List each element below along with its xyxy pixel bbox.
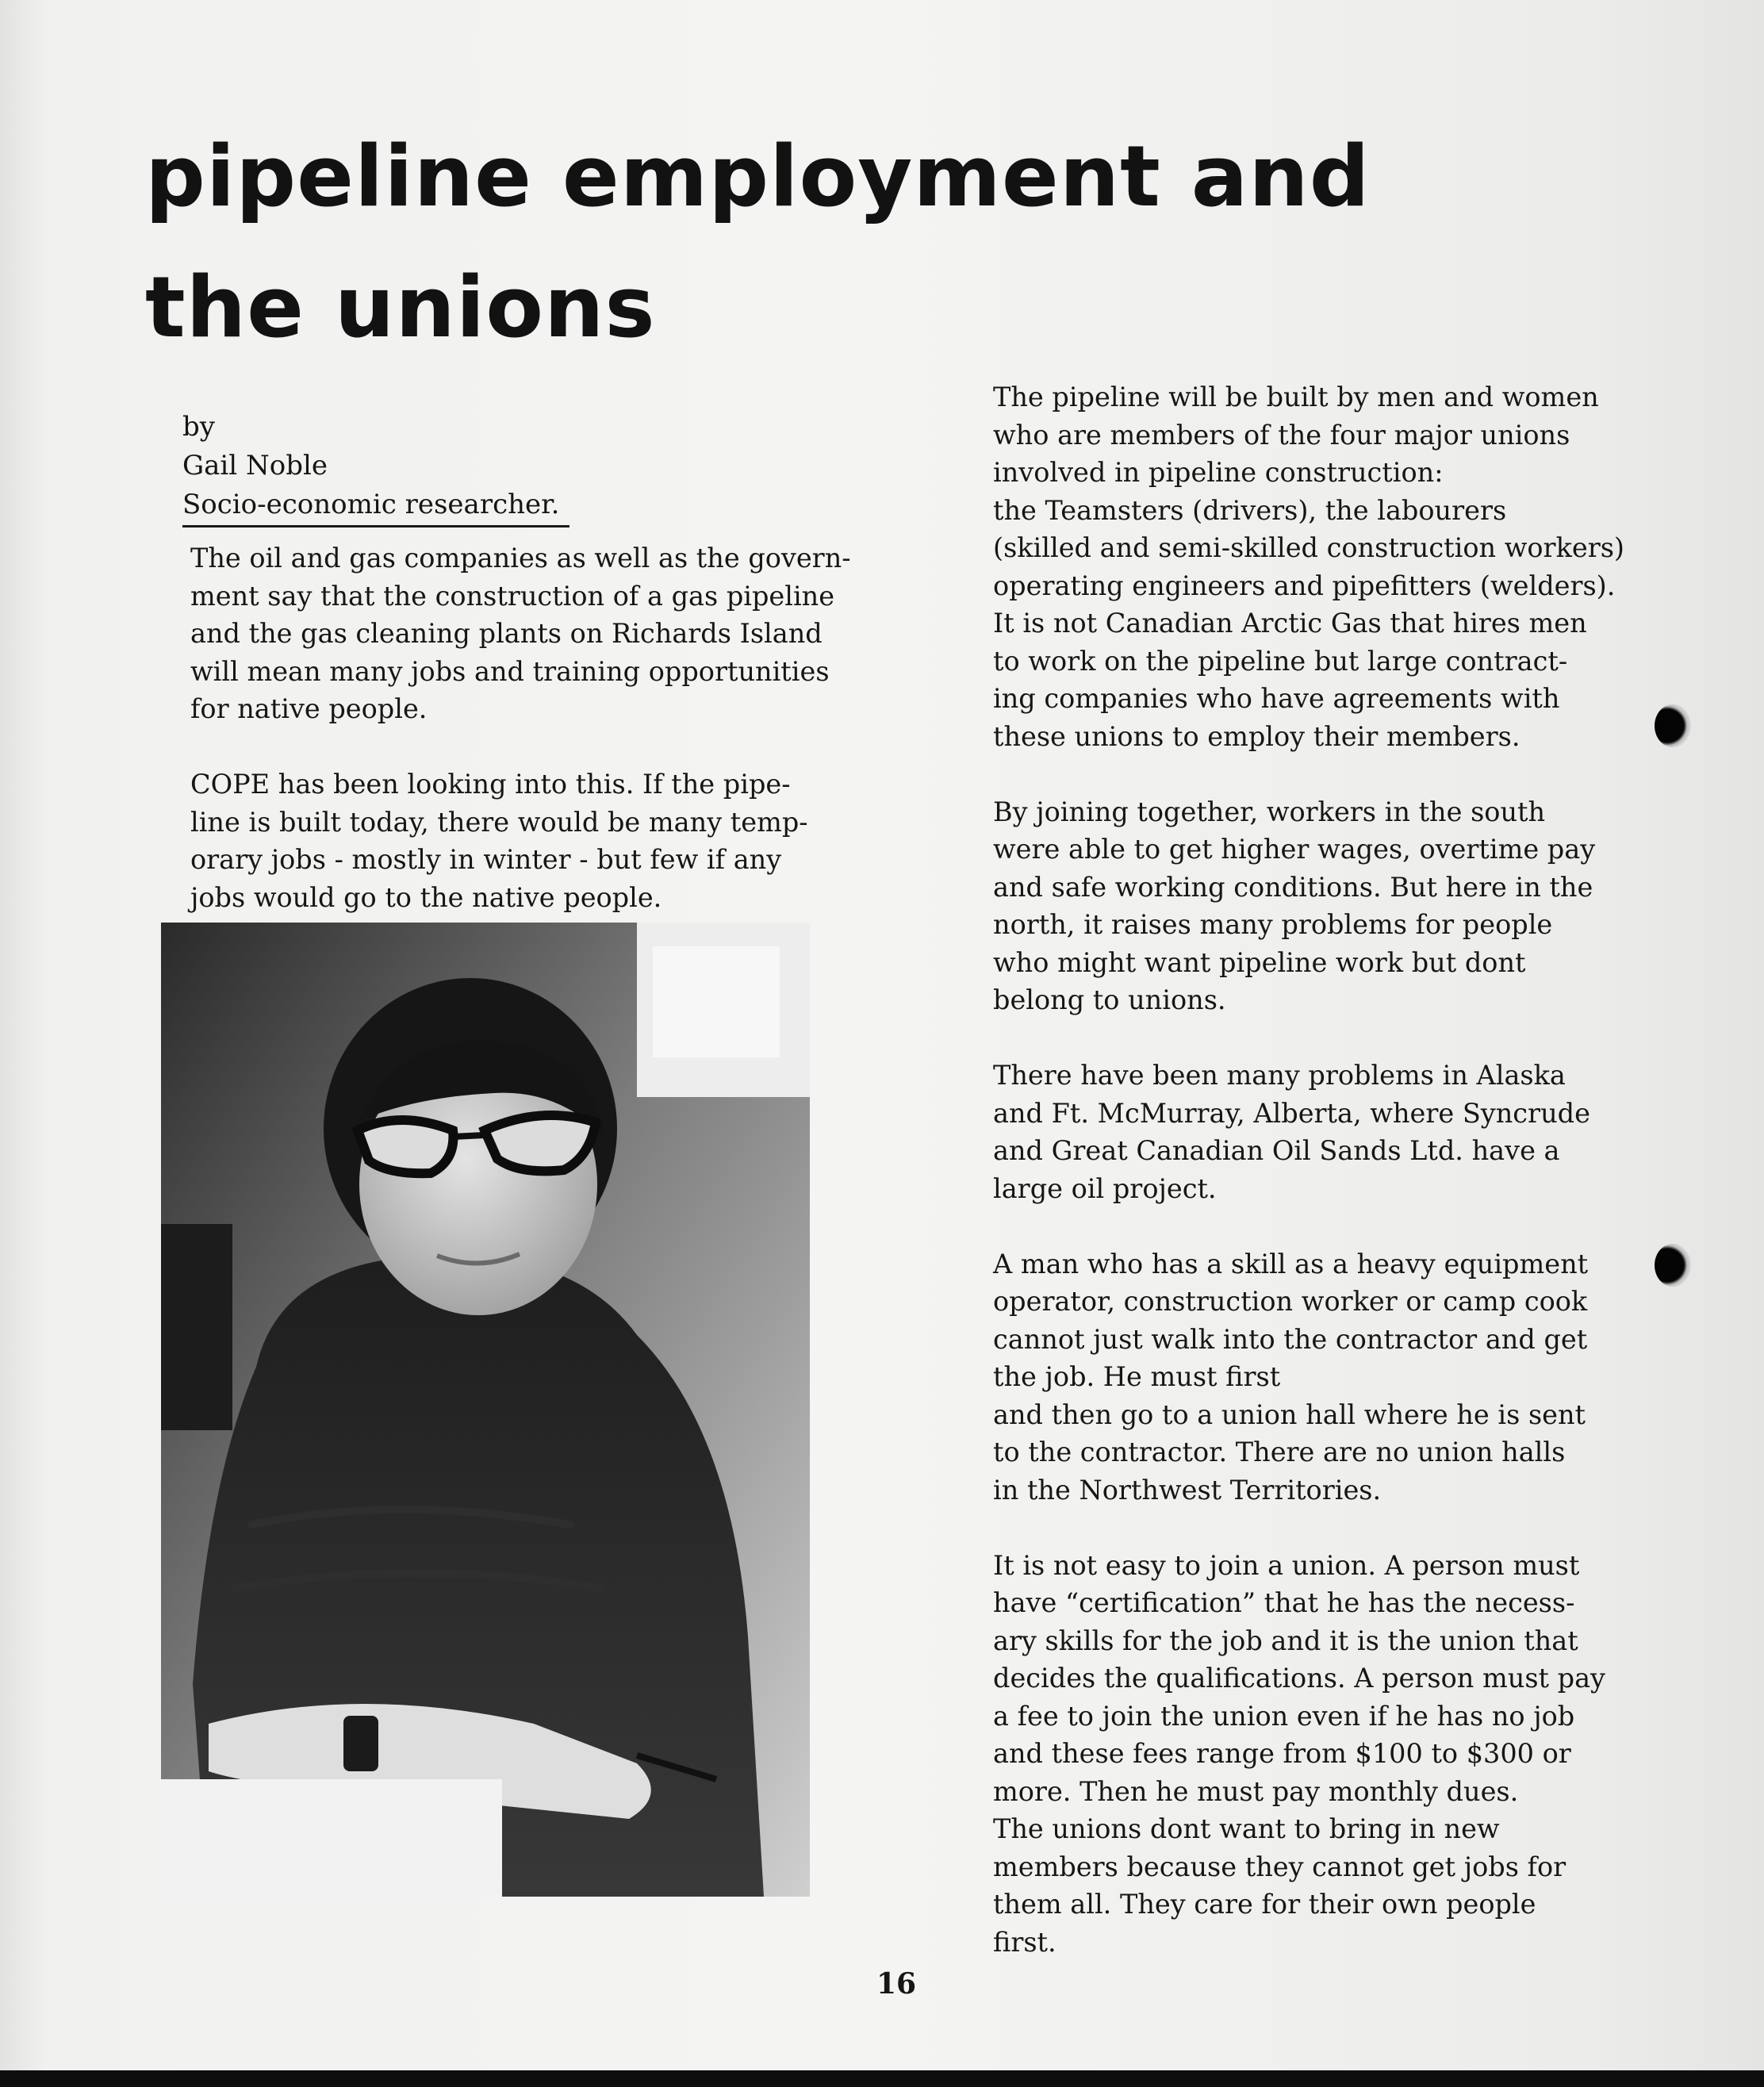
text-line: A man who has a skill as a heavy equipment — [993, 1248, 1589, 1279]
byline-author: Gail Noble — [182, 450, 328, 481]
table-paper — [161, 1779, 502, 1897]
glasses-bridge — [453, 1135, 485, 1137]
text-line: ment say that the construction of a gas pipeline — [190, 580, 835, 612]
title-line-1: pipeline employment and — [145, 128, 1371, 225]
text-line: them all. They care for their own people — [993, 1889, 1536, 1920]
byline-by: by — [182, 411, 215, 443]
text-line: jobs would go to the native people. — [190, 881, 662, 913]
text-line: these unions to employ their members. — [993, 720, 1520, 752]
text-line: who are members of the four major unions — [993, 419, 1570, 451]
text-line: belong to unions. — [993, 984, 1226, 1015]
text-line: ary skills for the job and it is the union that — [993, 1625, 1578, 1656]
text-line: in the Northwest Territories. — [993, 1474, 1382, 1506]
text-line: to work on the pipeline but large contract- — [993, 645, 1568, 677]
text-line: north, it raises many problems for people — [993, 909, 1553, 940]
page-bottom-edge — [0, 2070, 1764, 2087]
text-line: decides the qualifications. A person must pay — [993, 1663, 1605, 1694]
text-line: the Teamsters (drivers), the labourers — [993, 494, 1507, 526]
text-line: to the contractor. There are no union halls — [993, 1437, 1566, 1467]
text-line: It is not easy to join a union. A person must — [993, 1549, 1580, 1581]
text-line: operating engineers and pipefitters (welders). — [993, 570, 1616, 601]
punch-hole — [1655, 1244, 1691, 1287]
paragraph — [993, 1547, 1675, 1962]
text-line: large oil project. — [993, 1172, 1217, 1204]
paragraph — [993, 1057, 1675, 1207]
text-line: involved in pipeline construction: — [993, 457, 1444, 488]
portrait-photo — [161, 923, 810, 1897]
text-line: for native people. — [190, 693, 428, 724]
text-line: It is not Canadian Arctic Gas that hires men — [993, 608, 1587, 639]
byline — [182, 408, 595, 524]
paragraph — [993, 1245, 1675, 1510]
text-line: were able to get higher wages, overtime pay — [993, 834, 1596, 865]
text-line: COPE has been looking into this. If the pipe- — [190, 769, 791, 800]
left-column — [190, 539, 872, 954]
text-line: a fee to join the union even if he has no job — [993, 1700, 1575, 1732]
glasses-left-lens — [358, 1120, 453, 1173]
text-line: line is built today, there would be many temp- — [190, 806, 808, 838]
text-line: The pipeline will be built by men and women — [993, 382, 1599, 412]
text-line: members because they cannot get jobs for — [993, 1851, 1567, 1882]
text-line: will mean many jobs and training opportunities — [190, 655, 830, 687]
page-number: 16 — [876, 1967, 917, 2001]
paragraph — [190, 765, 872, 916]
punch-hole — [1655, 704, 1691, 747]
text-line: operator, construction worker or camp cook — [993, 1286, 1588, 1317]
window-pane — [653, 946, 780, 1057]
glasses-right-lens — [485, 1115, 596, 1171]
text-line: have “certification” that he has the necess- — [993, 1587, 1575, 1618]
title-line-2: the unions — [145, 259, 656, 356]
text-line: who might want pipeline work but dont — [993, 946, 1526, 978]
text-line: and Great Canadian Oil Sands Ltd. have a — [993, 1135, 1560, 1166]
right-column — [993, 378, 1675, 1999]
text-line: and the gas cleaning plants on Richards Island — [190, 618, 823, 649]
text-line: orary jobs - mostly in winter - but few if any — [190, 844, 782, 875]
byline-underline — [182, 525, 569, 528]
text-line: ing companies who have agreements with — [993, 683, 1560, 714]
text-line: more. Then he must pay monthly dues. — [993, 1775, 1519, 1807]
background-figure — [161, 1224, 232, 1430]
paragraph — [190, 539, 872, 728]
text-line: The oil and gas companies as well as the govern- — [190, 543, 851, 574]
text-line: and then go to a union hall where he is sent — [993, 1398, 1586, 1430]
text-line: There have been many problems in Alaska — [993, 1060, 1566, 1091]
text-line: the job. He must first — [993, 1361, 1281, 1392]
text-line: and Ft. McMurray, Alberta, where Syncrude — [993, 1097, 1590, 1129]
text-line: By joining together, workers in the south — [993, 796, 1546, 827]
text-line: cannot just walk into the contractor and get — [993, 1323, 1588, 1355]
text-line: and safe working conditions. But here in the — [993, 871, 1593, 903]
wristwatch — [343, 1716, 378, 1771]
text-line: The unions dont want to bring in new — [993, 1813, 1500, 1844]
text-line: first. — [993, 1926, 1056, 1958]
paragraph — [993, 378, 1675, 755]
photo-illustration — [161, 923, 810, 1897]
paragraph — [993, 793, 1675, 1019]
byline-role: Socio-economic researcher. — [182, 489, 560, 520]
text-line: (skilled and semi-skilled construction workers) — [993, 532, 1624, 563]
text-line: and these fees range from $100 to $300 or — [993, 1738, 1571, 1769]
article-title — [145, 111, 1414, 373]
